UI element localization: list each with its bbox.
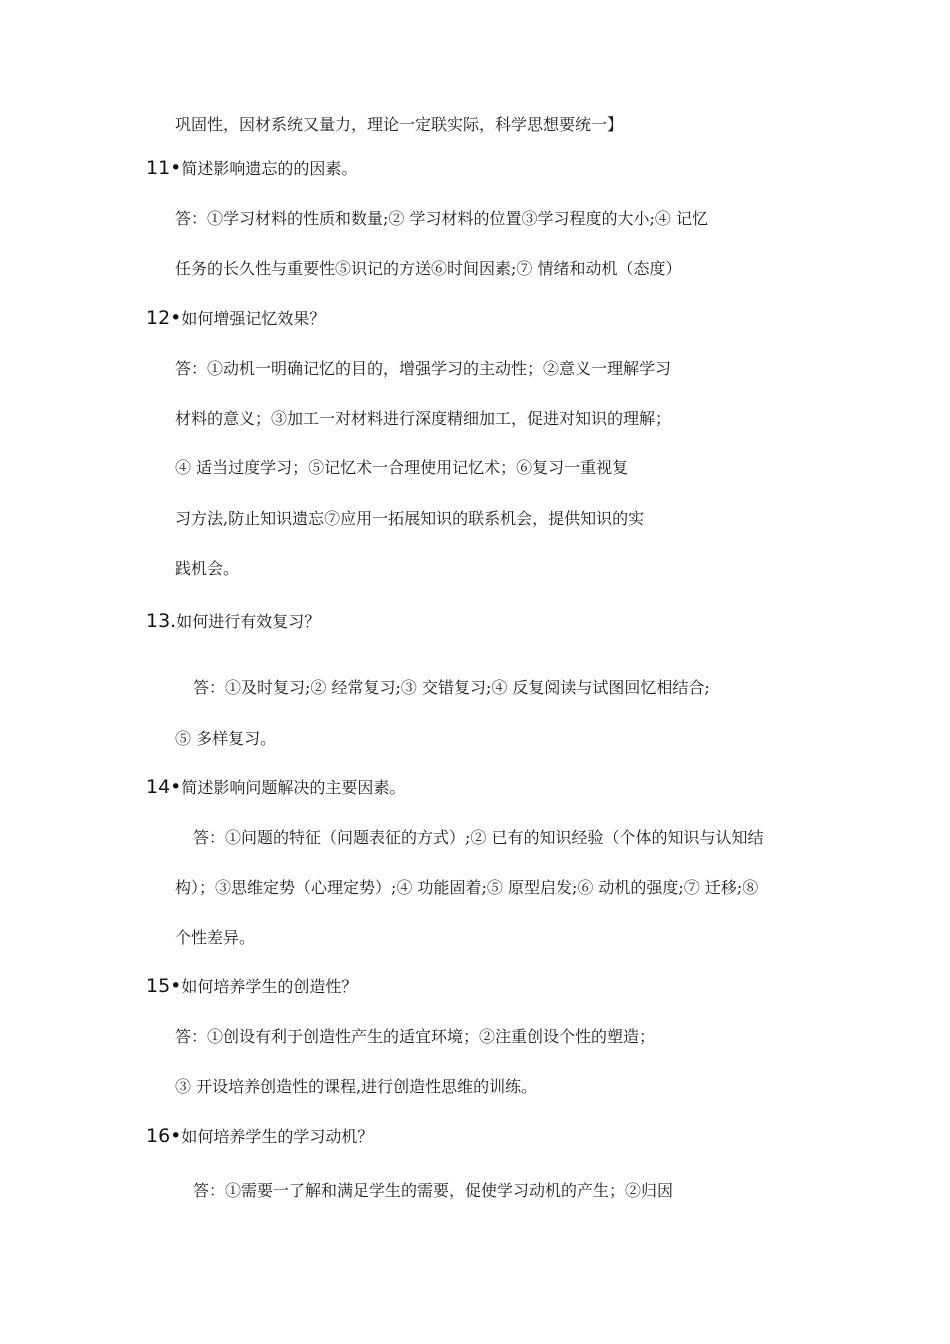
text-line: 答：①需要一了解和满足学生的需要，促使学习动机的产生；②归因 [193,1181,674,1200]
question-heading-12 [146,307,325,330]
text-line: ③ 开设培养创造性的课程,进行创造性思维的训练。 [175,1077,538,1096]
text-line: 个性差异。 [175,928,256,947]
text-line: 习方法,防止知识遗忘⑦应用一拓展知识的联系机会，提供知识的实 [175,509,645,528]
question-text: 如何增强记忆效果？ [181,309,326,328]
question-number: 16• [146,1125,182,1147]
question-number: 11• [146,157,182,179]
text-line: 任务的长久性与重要性⑤识记的方送⑥时间因素;⑦ 情绪和动机（态度） [175,259,682,278]
text-line: 材料的意义；③加工一对材料进行深度精细加工，促进对知识的理解； [175,409,672,428]
question-heading-13 [146,610,320,633]
text-line: 答：①创设有利于创造性产生的适宜环境；②注重创设个性的塑造； [175,1027,656,1046]
question-heading-11 [146,157,357,180]
question-text: 简述影响遗忘的的因素。 [181,159,358,178]
question-text: 如何培养学生的创造性？ [181,977,358,996]
question-heading-15 [146,975,357,998]
question-heading-14 [146,776,405,799]
question-number: 15• [146,975,182,997]
text-line: 构）；③思维定势（心理定势）;④ 功能固着;⑤ 原型启发;⑥ 动机的强度;⑦ 迁移;⑧ [175,878,759,897]
question-heading-16 [146,1125,373,1148]
text-line: 巩固性，因材系统又量力，理论一定联实际，科学思想要统一】 [175,115,624,134]
text-line: ④ 适当过度学习；⑤记忆术一合理使用记忆术；⑥复习一重视复 [175,458,629,477]
text-line: 答：①动机一明确记忆的目的，增强学习的主动性；②意义一理解学习 [175,359,672,378]
text-line: 答：①问题的特征（问题表征的方式）;② 已有的知识经验（个体的知识与认知结 [193,828,764,847]
question-number: 12• [146,307,182,329]
question-text: 如何进行有效复习？ [176,612,321,631]
text-line: 答：①及时复习;② 经常复习;③ 交错复习;④ 反复阅读与试图回忆相结合; [193,678,710,697]
text-line: ⑤ 多样复习。 [175,729,277,748]
question-text: 简述影响问题解决的主要因素。 [181,778,406,797]
question-number: 13. [146,610,177,632]
text-line: 答：①学习材料的性质和数量;② 学习材料的位置③学习程度的大小;④ 记忆 [175,209,708,228]
text-line: 践机会。 [175,559,240,578]
question-text: 如何培养学生的学习动机？ [181,1127,374,1146]
question-number: 14• [146,776,182,798]
